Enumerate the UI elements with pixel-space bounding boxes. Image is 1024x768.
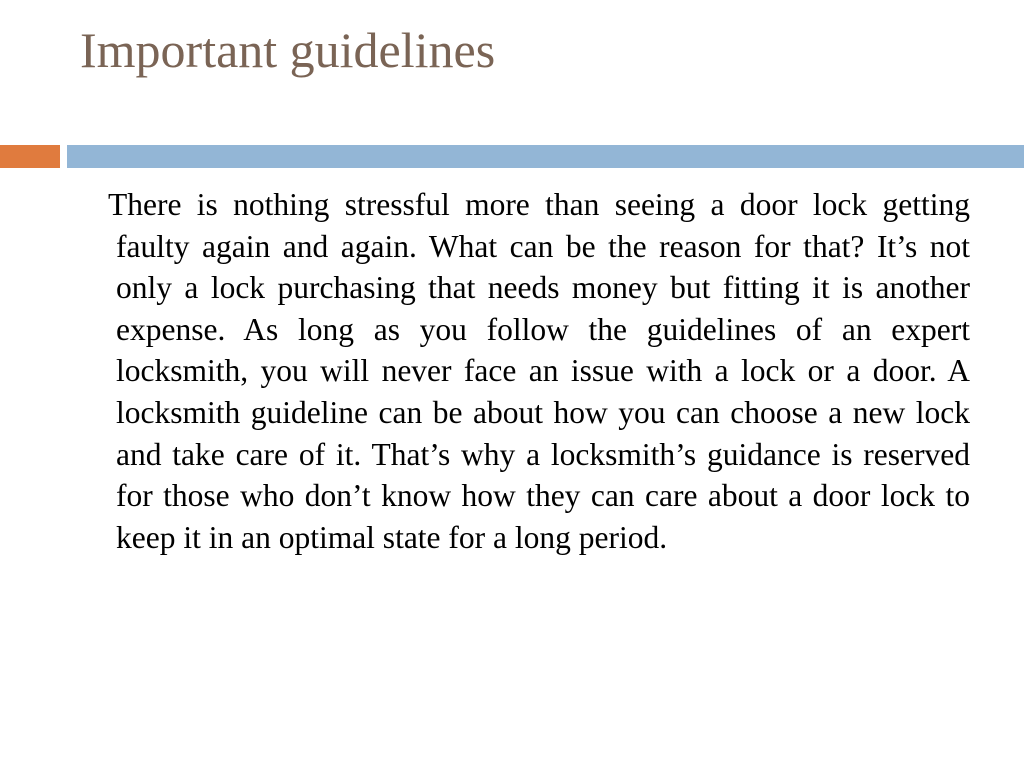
title-divider-accent bbox=[0, 145, 60, 168]
title-divider-bar bbox=[67, 145, 1024, 168]
slide-title: Important guidelines bbox=[80, 22, 496, 78]
body-paragraph: There is nothing stressful more than seeing a door lock getting faulty again and again. What can be the reason for that? It’s not only a lock purchasing that needs money but fitting it is another expense. As long as you follow the guidelines of an expert locksmith, you will never face an issue with a lock or a door. A locksmith guideline can be about how you can choose a new lock and take care of it. That’s why a locksmith’s guidance is reserved for those who don’t know how they can care about a door lock to keep it in an optimal state for a long period. bbox=[108, 187, 970, 555]
